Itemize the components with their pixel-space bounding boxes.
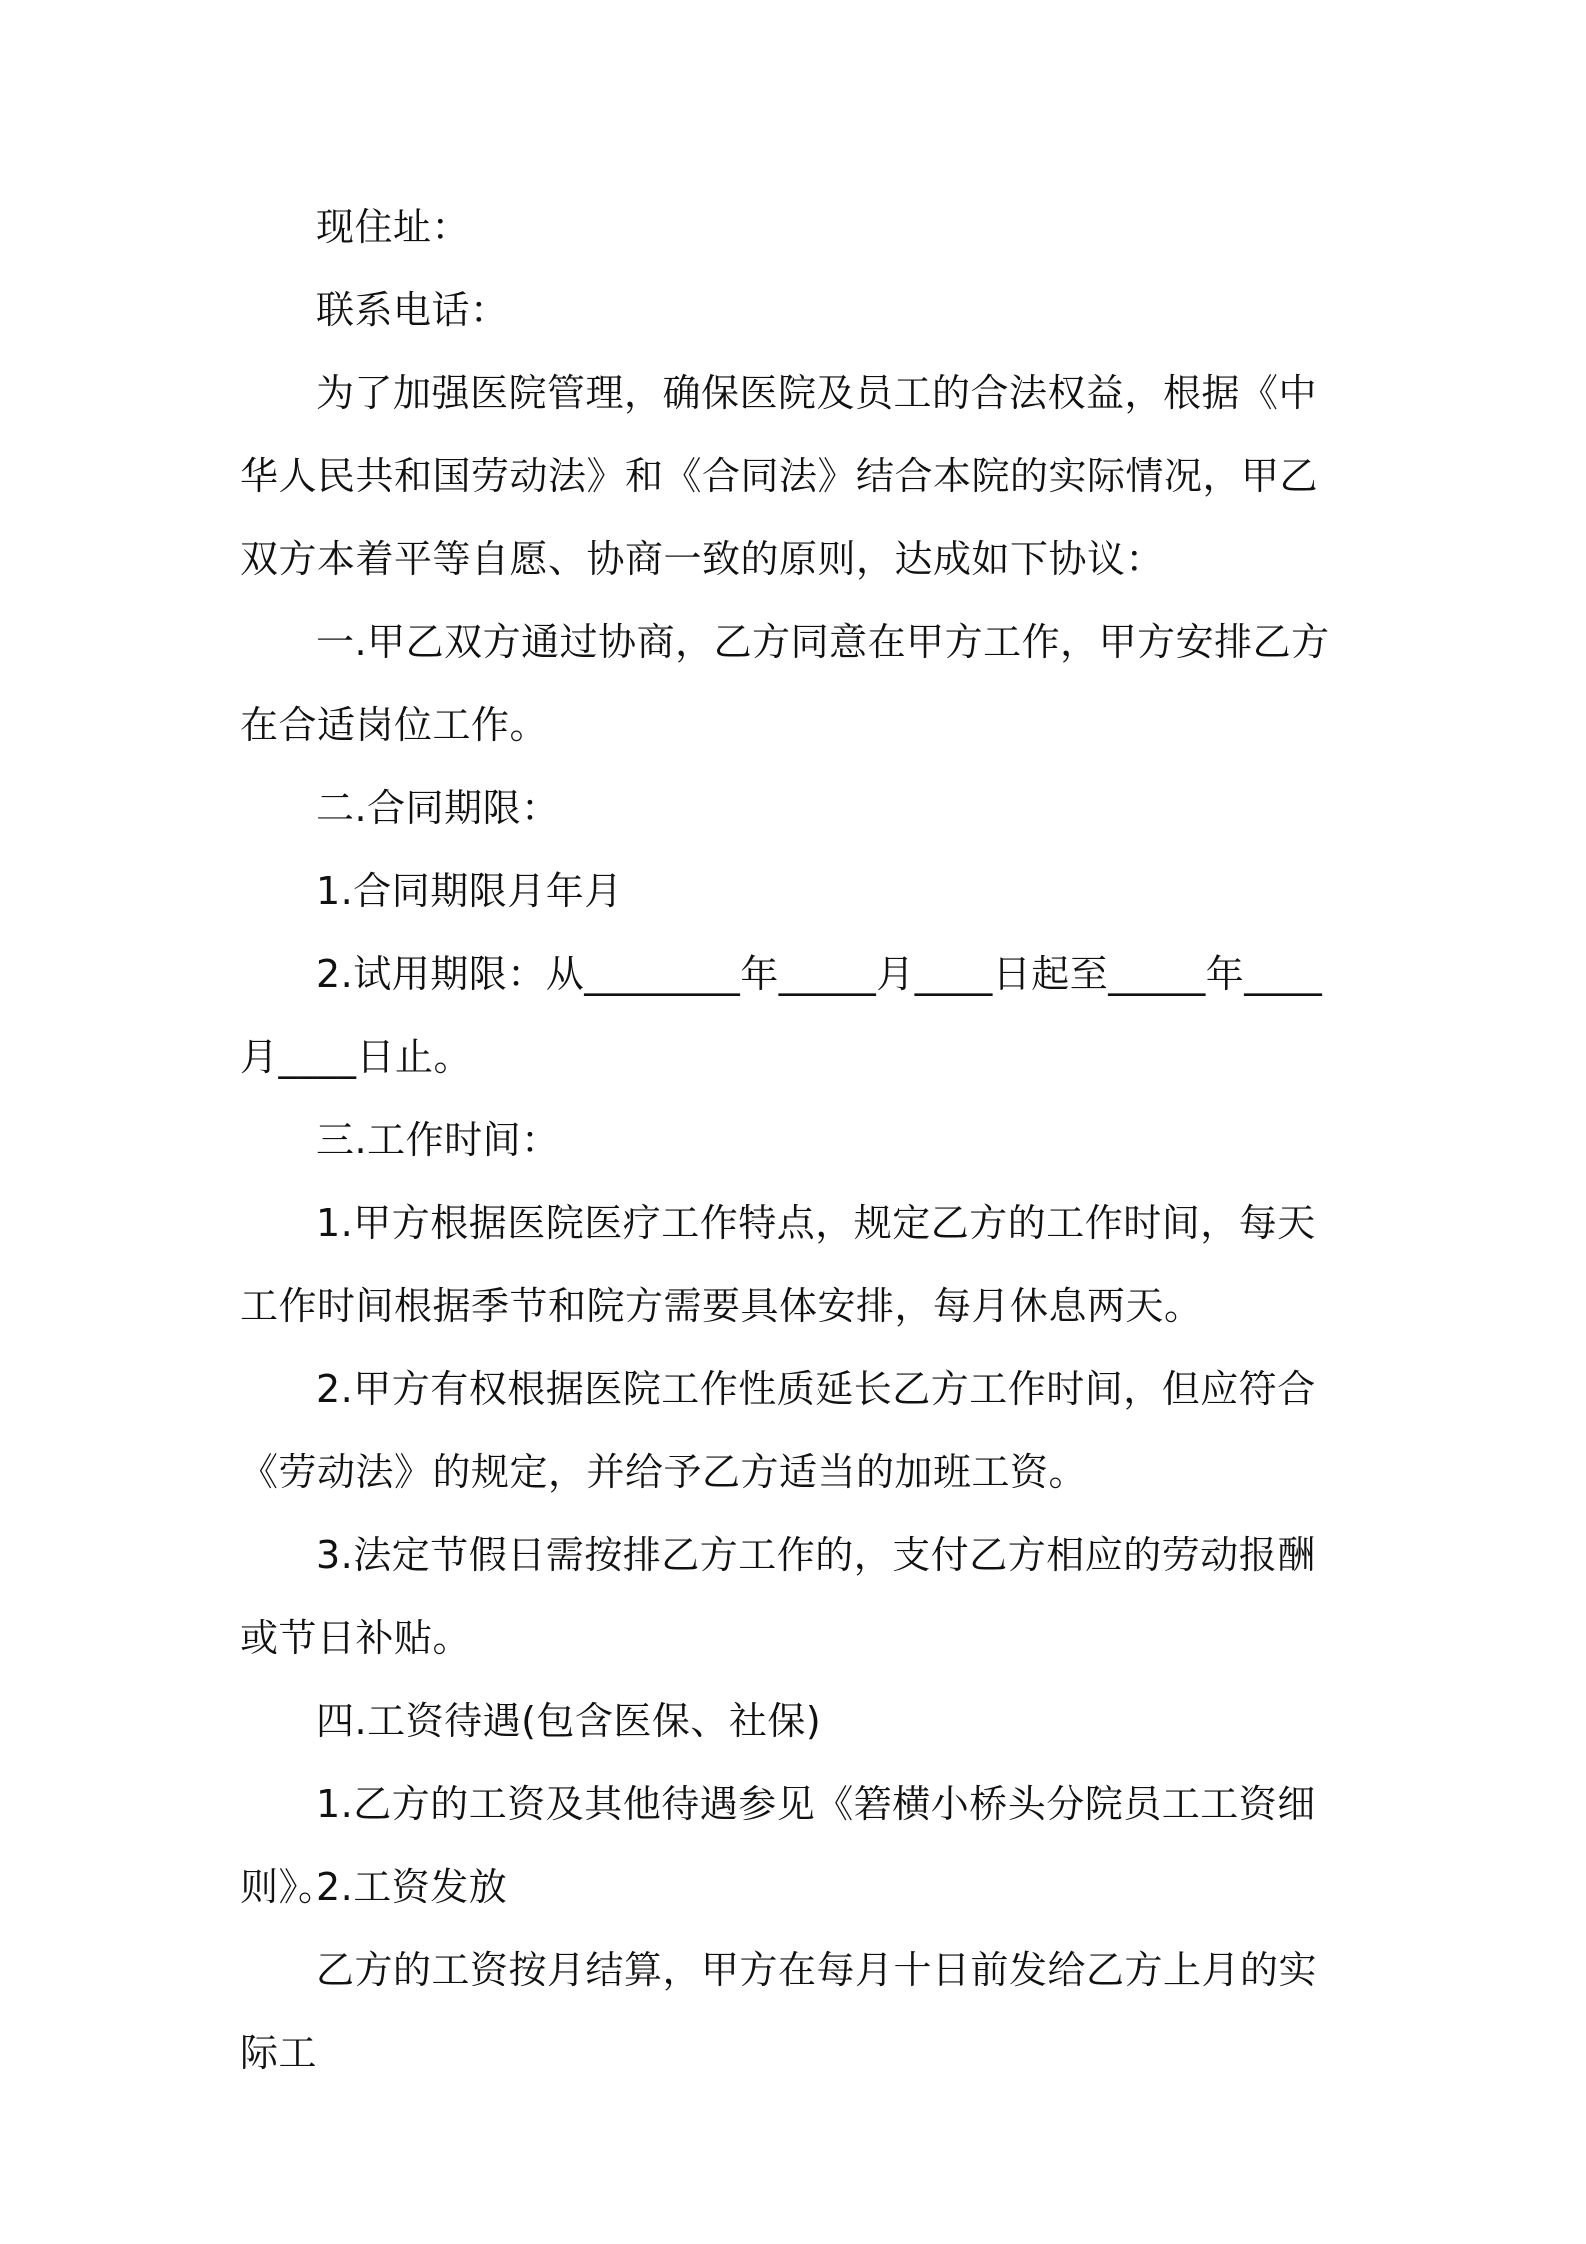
- section-3-heading: 三.工作时间：: [316, 1118, 560, 1162]
- section-4-heading: 四.工资待遇(包含医保、社保): [316, 1699, 822, 1743]
- clause-1-paragraph: 一.甲乙双方通过协商，乙方同意在甲方工作，甲方安排乙方在合适岗位工作。: [240, 620, 1330, 747]
- worktime-item-2: 2.甲方有权根据医院工作性质延长乙方工作时间，但应符合《劳动法》的规定，并给予乙方适当的加班工资。: [240, 1367, 1316, 1494]
- section-2-heading: 二.合同期限：: [316, 786, 560, 830]
- salary-item-2: 2.工资发放: [316, 1865, 508, 1909]
- term-item-1: 1.合同期限月年月: [316, 869, 623, 913]
- worktime-item-1: 1.甲方根据医院医疗工作特点，规定乙方的工作时间，每天工作时间根据季节和院方需要具体安排，每月休息两天。: [240, 1201, 1316, 1328]
- term-item-2: 2.试用期限：从________年_____月____日起至_____年____月____日止。: [240, 952, 1323, 1079]
- worktime-item-3: 3.法定节假日需按排乙方工作的，支付乙方相应的劳动报酬或节日补贴。: [240, 1533, 1316, 1660]
- salary-payment-paragraph: 乙方的工资按月结算，甲方在每月十日前发给乙方上月的实际工: [240, 1948, 1318, 2075]
- phone-line: 联系电话：: [316, 288, 509, 332]
- address-line: 现住址：: [316, 205, 471, 249]
- preamble-paragraph: 为了加强医院管理，确保医院及员工的合法权益，根据《中华人民共和国劳动法》和《合同法》结合本院的实际情况，甲乙双方本着平等自愿、协商一致的原则，达成如下协议：: [240, 371, 1319, 581]
- salary-item-1: 1.乙方的工资及其他待遇参见《箬横小桥头分院员工工资细则》。: [240, 1782, 1316, 1909]
